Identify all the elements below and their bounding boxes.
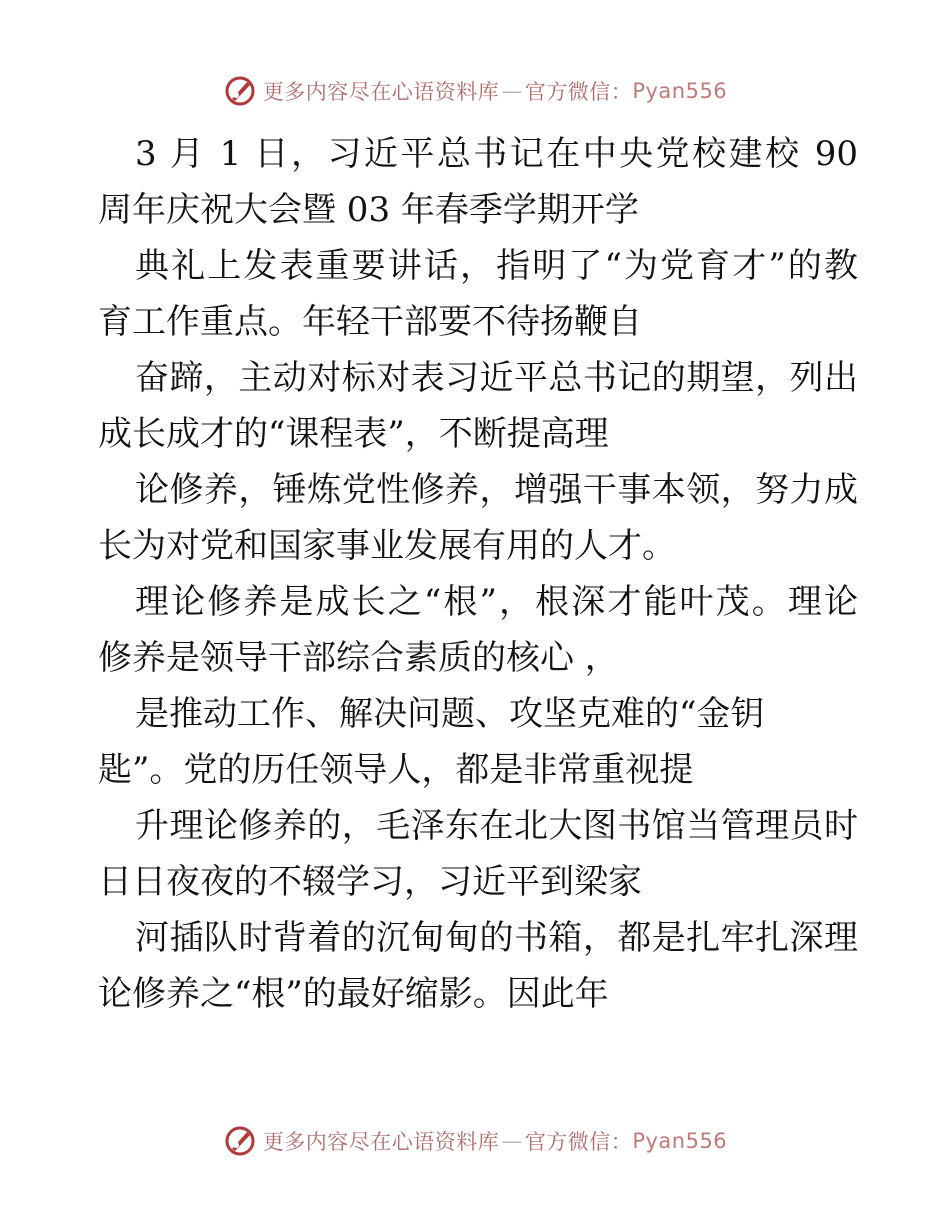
watermark-text: 更多内容尽在心语资料库 — [262, 1130, 500, 1154]
text-line: 典礼上发表重要讲话，指明了“为党育才”的教 — [135, 246, 858, 286]
text-line: 育工作重点。年轻干部要不待扬鞭自 — [98, 302, 642, 342]
text-line: 理论修养是成长之“根”，根深才能叶茂。理论 — [135, 582, 858, 622]
paragraph — [98, 462, 858, 574]
watermark-wechat-id: Pyan556 — [632, 79, 728, 103]
paragraph — [98, 350, 858, 462]
paragraph — [98, 686, 858, 798]
paragraph — [98, 798, 858, 910]
text-line: 匙”。党的历任领导人，都是非常重视提 — [98, 750, 694, 790]
watermark-wechat-id: Pyan556 — [632, 1129, 728, 1153]
paragraph — [98, 574, 858, 686]
text-line: 升理论修养的，毛泽东在北大图书馆当管理员时 — [135, 806, 858, 846]
watermark-separator: — — [501, 1129, 523, 1153]
header-watermark — [0, 74, 950, 108]
quill-seal-icon — [223, 74, 257, 108]
text-line: 长为对党和国家事业发展有用的人才。 — [98, 526, 676, 566]
text-line: 修养是领导干部综合素质的核心 ， — [98, 638, 619, 678]
text-line: 奋蹄，主动对标对表习近平总书记的期望，列出 — [135, 358, 858, 398]
text-line: 河插队时背着的沉甸甸的书箱，都是扎牢扎深理 — [135, 918, 858, 958]
text-line: 论修养之“根”的最好缩影。因此年 — [98, 974, 609, 1014]
text-line: 日日夜夜的不辍学习，习近平到梁家 — [98, 862, 642, 902]
paragraph — [98, 910, 858, 1022]
text-line: 3 月 1 日，习近平总书记在中央党校建校 90 — [135, 134, 858, 174]
text-line: 论修养，锤炼党性修养，增强干事本领，努力成 — [135, 470, 858, 510]
watermark-wechat-label: 官方微信： — [524, 1130, 633, 1154]
paragraph — [98, 238, 858, 350]
quill-seal-icon — [223, 1124, 257, 1158]
paragraph — [98, 126, 858, 238]
text-line: 周年庆祝大会暨 03 年春季学期开学 — [98, 190, 639, 230]
watermark-separator: — — [501, 79, 523, 103]
text-line: 是推动工作、解决问题、攻坚克难的“金钥 — [135, 694, 765, 734]
document-body — [98, 126, 858, 1022]
watermark-wechat-label: 官方微信： — [524, 80, 633, 104]
footer-watermark — [0, 1124, 950, 1158]
text-line: 成长成才的“课程表”，不断提高理 — [98, 414, 609, 454]
watermark-text: 更多内容尽在心语资料库 — [262, 80, 500, 104]
